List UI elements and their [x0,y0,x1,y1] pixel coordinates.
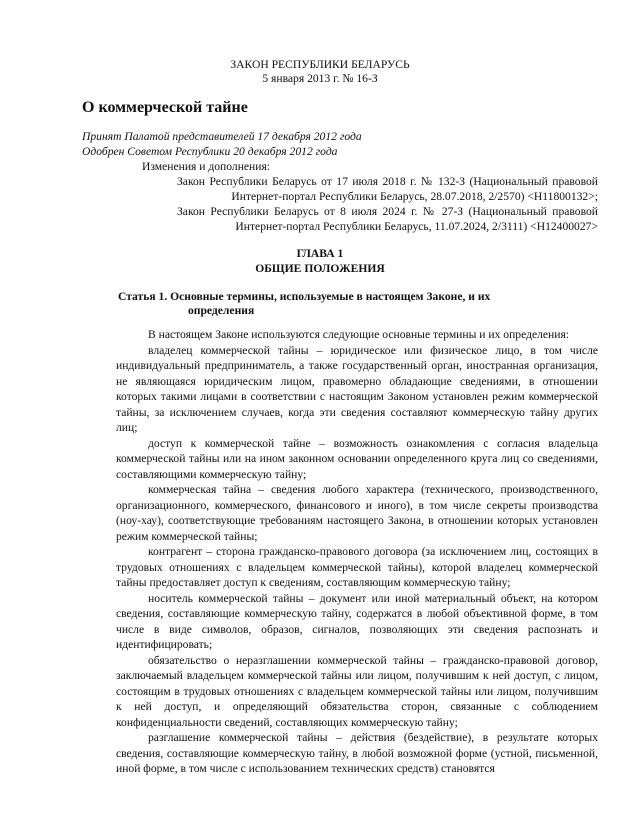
adoption-line-1: Принят Палатой представителей 17 декабря 2012 года [82,130,362,143]
amendment-item: Закон Республики Беларусь от 8 июля 2024 г. № 27-З (Национальный правовой Интернет-портал Республики Беларусь, 11.07.2024, 2/3111) <H12400027> [177,205,598,233]
definition-access: доступ к коммерческой тайне – возможность ознакомления с согласия владельца коммерческой тайны или на ином законном основании определенного круга лиц со сведениями, составляющими коммерческую тайну; [116,436,598,481]
amendment-item: Закон Республики Беларусь от 17 июля 2018 г. № 132-З (Национальный правовой Интернет-портал Республики Беларусь, 28.07.2018, 2/2570) <H11800132>; [177,175,598,203]
chapter-number: ГЛАВА 1 [296,247,344,260]
definition-trade-secret: коммерческая тайна – сведения любого характера (технического, производственного, организационного, коммерческого, финансового и иного), в том числе секреты производства (ноу-хау), соответствующие требованиям настоящего Закона, в отношении которых установлен режим коммерческой тайны; [116,483,598,543]
definition-owner: владелец коммерческой тайны – юридическое или физическое лицо, в том числе индивидуальный предприниматель, а также государственный орган, иностранная организация, не являющаяся юридическим лицом, правомерно обладающие сведениями, в отношении которых такими лицами в соответствии с настоящим Законом установлен режим коммерческой тайны, за исключением случаев, когда эти сведения составляют коммерческую тайну других лиц; [116,343,598,434]
law-header: ЗАКОН РЕСПУБЛИКИ БЕЛАРУСЬ [230,58,410,71]
definition-disclosure: разглашение коммерческой тайны – действия (бездействие), в результате которых сведения, составляющие коммерческую тайну, в любой возможной форме (устной, письменной, иной форме, в том числе с использованием технических средств) становятся [116,731,598,775]
article-heading-line-1: Статья 1. Основные термины, используемые в настоящем Законе, и их [118,290,491,303]
article-heading-line-2: определения [188,304,255,317]
amendments-label: Изменения и дополнения: [142,160,271,173]
definition-carrier: носитель коммерческой тайны – документ или иной материальный объект, на котором сведения, составляющие коммерческую тайну, содержатся в любой объективной форме, в том числе в виде символов, образов, сигналов, позволяющих эти сведения распознать и идентифицировать; [116,591,598,651]
definition-counterparty: контрагент – сторона гражданско-правового договора (за исключением лиц, состоящих в трудовых отношениях с владельцем коммерческой тайны), которой владелец коммерческой тайны предоставляет доступ к сведениям, составляющим коммерческую тайну; [116,545,598,589]
intro-paragraph: В настоящем Законе используются следующие основные термины и их определения: [148,328,570,341]
definition-nda: обязательство о неразглашении коммерческой тайны – гражданско-правовой договор, заключаемый владельцем коммерческой тайны или лицом, получившим к ней доступ, с лицом, состоящим в трудовых отношениях с владельцем коммерческой тайны или лицом, получившим к ней доступ, и определяющий обязательства сторон, связанные с соблюдением конфиденциальности сведений, составляющих коммерческую тайну; [116,653,598,729]
article-body [116,327,598,777]
document-title: О коммерческой тайне [82,99,248,116]
chapter-name: ОБЩИЕ ПОЛОЖЕНИЯ [255,262,385,275]
adoption-line-2: Одобрен Советом Республики 20 декабря 2012 года [82,145,338,158]
law-date: 5 января 2013 г. № 16-З [262,72,378,85]
amendments-list [172,174,598,234]
